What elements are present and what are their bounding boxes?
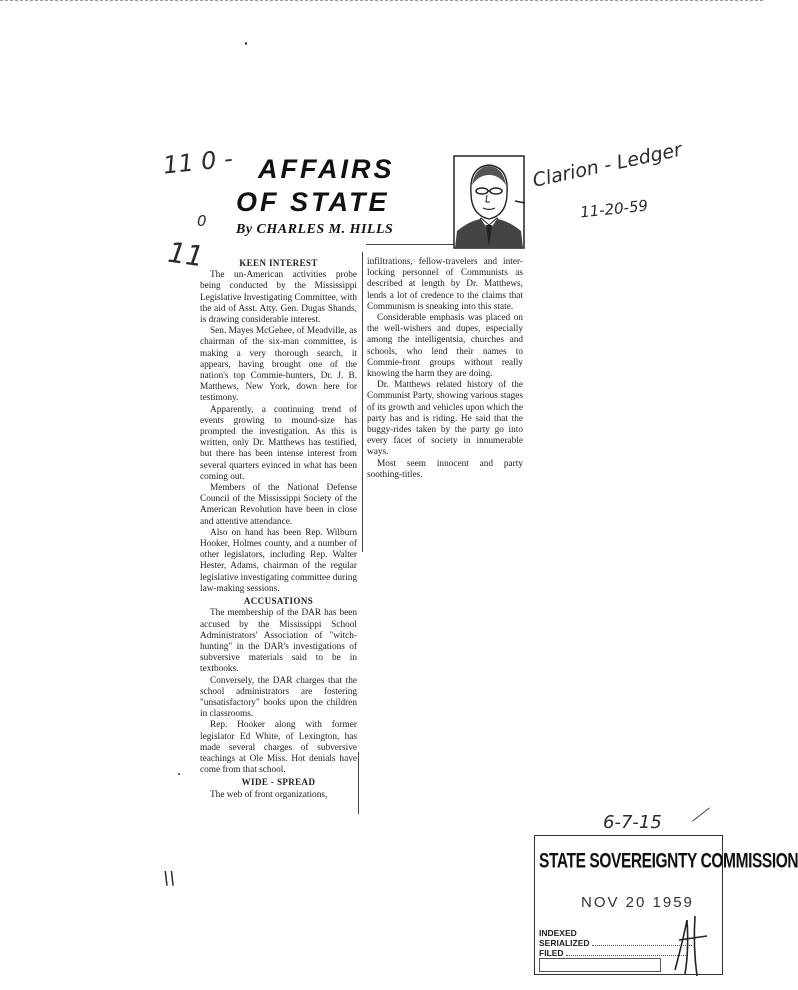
column-heading — [236, 152, 446, 238]
handwritten-publication: Clarion - Ledger — [530, 138, 684, 192]
section-heading: ACCUSATIONS — [243, 596, 314, 607]
article-column-2 — [367, 257, 523, 481]
column-title-line2: OF STATE — [236, 187, 390, 217]
article-paragraph: Also on hand has been Rep. Wilburn Hooker, Holmes county, and a number of other legislators, including Rep. Walter Hester, Adams, chairman of the regular legislative investigating committee during law-making sessions. — [200, 527, 357, 594]
stamp-serialized: SERIALIZED — [539, 938, 692, 948]
article-paragraph: The membership of the DAR has been accused by the Mississippi School Administrators' Association of "witch-hunting" in the DAR's investigations of subversive materials said to be in textbooks. — [200, 608, 357, 675]
columnist-portrait — [453, 155, 525, 249]
section-heading: WIDE - SPREAD — [241, 777, 316, 788]
margin-note-top-left: 11 0 - — [161, 144, 235, 180]
article-column-1 — [200, 257, 357, 801]
stamp-title: STATE SOVEREIGNTY COMMISSION — [539, 850, 798, 873]
speck — [245, 42, 247, 45]
article-paragraph: Conversely, the DAR charges that the school administrators are fostering "unsatisfactory" books upon the children in classrooms. — [200, 675, 357, 720]
handwritten-clip-date: 11-20-59 — [579, 196, 649, 222]
handwritten-stamp-note: 6-7-15 — [603, 812, 662, 833]
article-paragraph: Sen. Mayes McGehee, of Meadville, as chairman of the six-man committee, is making a very thorough search, it appears, having brought one of the nation's top Commie-hunters, Dr. J. B. Matthews, New York, down here for testimony. — [200, 326, 357, 404]
initials-scribble — [665, 910, 715, 980]
masthead-rule — [366, 244, 454, 245]
margin-mark-bottom-left: \\ — [163, 868, 176, 889]
stamp-indexed: INDEXED — [539, 928, 577, 938]
article-paragraph: Members of the National Defense Council of the Mississippi Society of the American Revolution have been in close and attentive attendance. — [200, 483, 357, 527]
section-heading: KEEN INTEREST — [239, 258, 318, 268]
article-paragraph: Considerable emphasis was placed on the well-wishers and dupes, especially among the intelligentsia, churches and schools, who lend their names to Commie-front groups without really knowing the harm they are doing. — [367, 313, 523, 380]
byline: By CHARLES M. HILLS — [236, 222, 394, 237]
article-paragraph: Dr. Matthews related history of the Communist Party, showing various stages of its growth and vehicles upon which the party has and is riding. He said that the buggy-rides taken by the party go into every facet of society in innumerable ways. — [367, 380, 523, 458]
article-paragraph: The web of front organizations, — [210, 789, 328, 800]
page-edge-dashes — [0, 0, 763, 1]
article-paragraph: Rep. Hooker along with former legislator Ed White, of Lexington, has made several charges of subversive teachings at Ole Miss. Hot denials have come from that school. — [200, 720, 357, 776]
stamp-box — [539, 958, 661, 972]
margin-pencil-line — [358, 752, 359, 814]
speck — [178, 773, 180, 775]
article-paragraph: The un-American activities probe being conducted by the Mississippi Legislative Investigating Committee, with the aid of Asst. Atty. Gen. Dugas Shands, is drawing considerable interest. — [200, 270, 357, 326]
pen-stroke — [692, 807, 710, 821]
column-title-line1: AFFAIRS — [258, 154, 395, 184]
article-paragraph: infiltrations, fellow-travelers and inter-locking personnel of Communists as described at length by Dr. Matthews, lends a lot of credence to the claims that Communism is sneaking into this state. — [367, 257, 523, 312]
article-paragraph: Apparently, a continuing trend of events growing to mound-size has prompted the investigation. As this is written, only Dr. Matthews has testified, but there has been intense interest from several quarters evinced in what has been coming out. — [200, 404, 357, 482]
article-paragraph: Most seem innocent and party soothing-titles. — [367, 458, 523, 480]
column-rule — [362, 252, 363, 552]
margin-note-left-stack: 0 — [197, 212, 207, 230]
stamp-filed: FILED — [539, 948, 688, 958]
margin-mark-left: 11 — [165, 235, 206, 274]
stamp-date: NOV 20 1959 — [581, 894, 694, 911]
